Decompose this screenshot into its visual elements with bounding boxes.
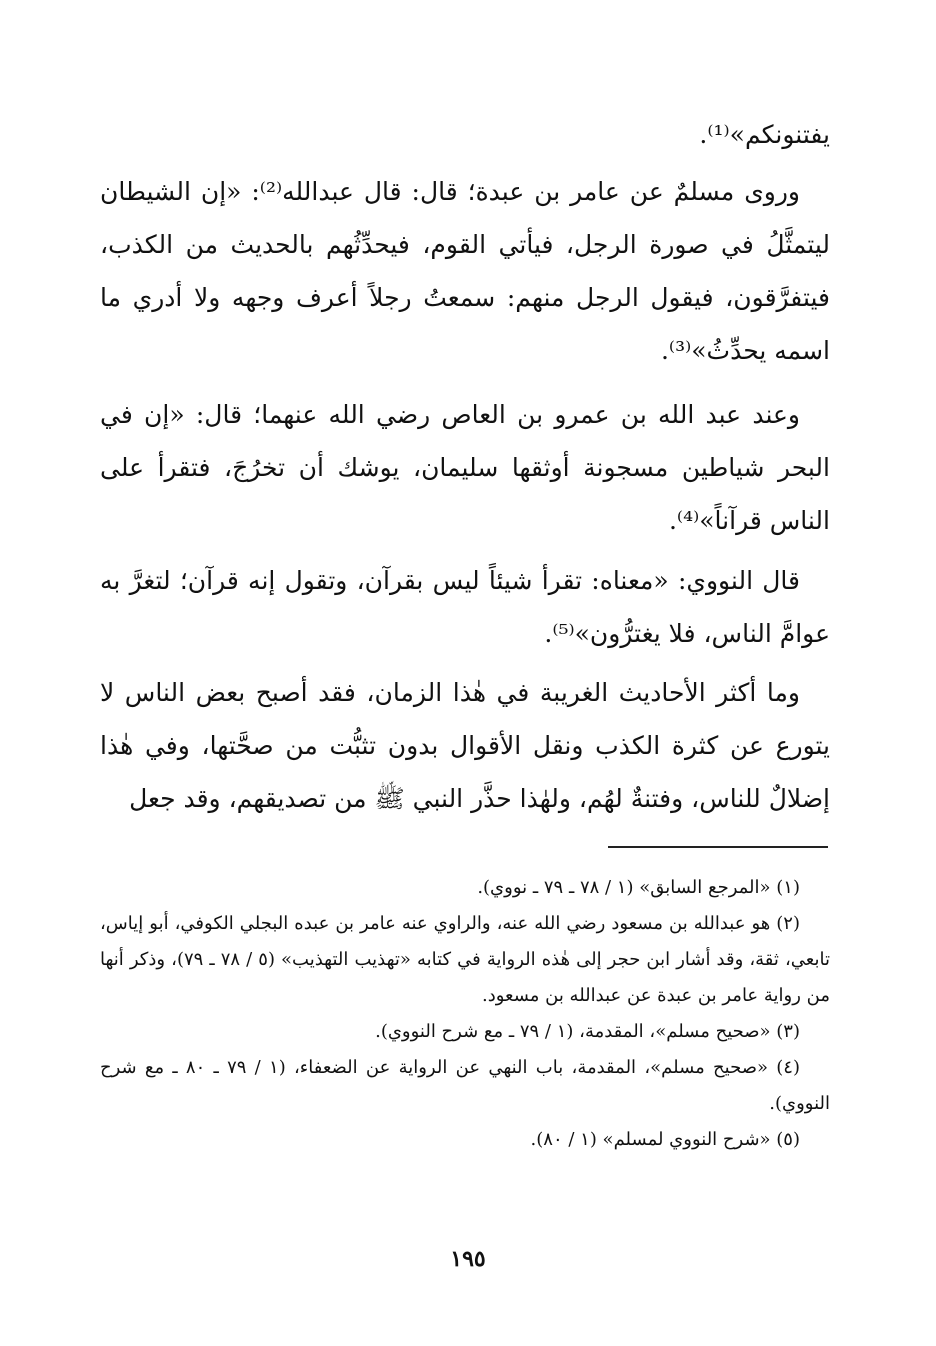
footnote-divider xyxy=(608,846,828,848)
page-number: ١٩٥ xyxy=(450,1246,486,1272)
body-paragraph-5: وما أكثر الأحاديث الغريبة في هٰذا الزمان، فقد أصبح بعض الناس لا يتورع عن كثرة الكذب ونقل الأقوال بدون تثبُّت من صحَّتها، وفي هٰذا إضلالٌ للناس، وفتنةٌ لهُم، ولهٰذا حذَّر النبي ﷺ من تصديقهم، وقد جعل xyxy=(100,678,830,813)
body-paragraph-1: يفتنونكم»⁽¹⁾. xyxy=(699,120,830,149)
body-paragraph-3: وعند عبد الله بن عمرو بن العاص رضي الله عنهما؛ قال: «إن في البحر شياطين مسجونة أوثقها سليمان، يوشك أن تخرُجَ، فتقرأ على الناس قرآناً»⁽⁴⁾. xyxy=(100,400,830,535)
footnotes-section xyxy=(100,870,830,1158)
footnote-5: (٥) «شرح النووي لمسلم» (١ / ٨٠). xyxy=(530,1129,800,1150)
footnote-1: (١) «المرجع السابق» (١ / ٧٨ ـ ٧٩ ـ نووي). xyxy=(477,877,800,898)
footnote-2: (٢) هو عبدالله بن مسعود رضي الله عنه، والراوي عنه عامر بن عبده البجلي الكوفي، أبو إياس، تابعي، ثقة، وقد أشار ابن حجر إلى هٰذه الرواية في كتابه «تهذيب التهذيب» (٥ / ٧٨ ـ ٧٩)، وذكر أنها من رواية عامر بن عبدة عن عبدالله بن مسعود. xyxy=(100,913,830,1006)
body-paragraph-4: قال النووي: «معناه: تقرأ شيئاً ليس بقرآن، وتقول إنه قرآن؛ لتغرَّ به عوامَّ الناس، فلا يغترُّون»⁽⁵⁾. xyxy=(100,566,830,648)
body-paragraph-2: وروى مسلمٌ عن عامر بن عبدة؛ قال: قال عبدالله⁽²⁾: «إن الشيطان ليتمثَّلُ في صورة الرجل، فيأتي القوم، فيحدِّثُهم بالحديث من الكذب، فيتفرَّقون، فيقول الرجل منهم: سمعتُ رجلاً أعرف وجهه ولا أدري ما اسمه يحدِّثُ»⁽³⁾. xyxy=(100,177,830,365)
footnote-3: (٣) «صحيح مسلم»، المقدمة، (١ / ٧٩ ـ مع شرح النووي). xyxy=(375,1021,800,1042)
footnote-4: (٤) «صحيح مسلم»، المقدمة، باب النهي عن الرواية عن الضعفاء، (١ / ٧٩ ـ ٨٠ ـ مع شرح النووي). xyxy=(100,1057,830,1114)
